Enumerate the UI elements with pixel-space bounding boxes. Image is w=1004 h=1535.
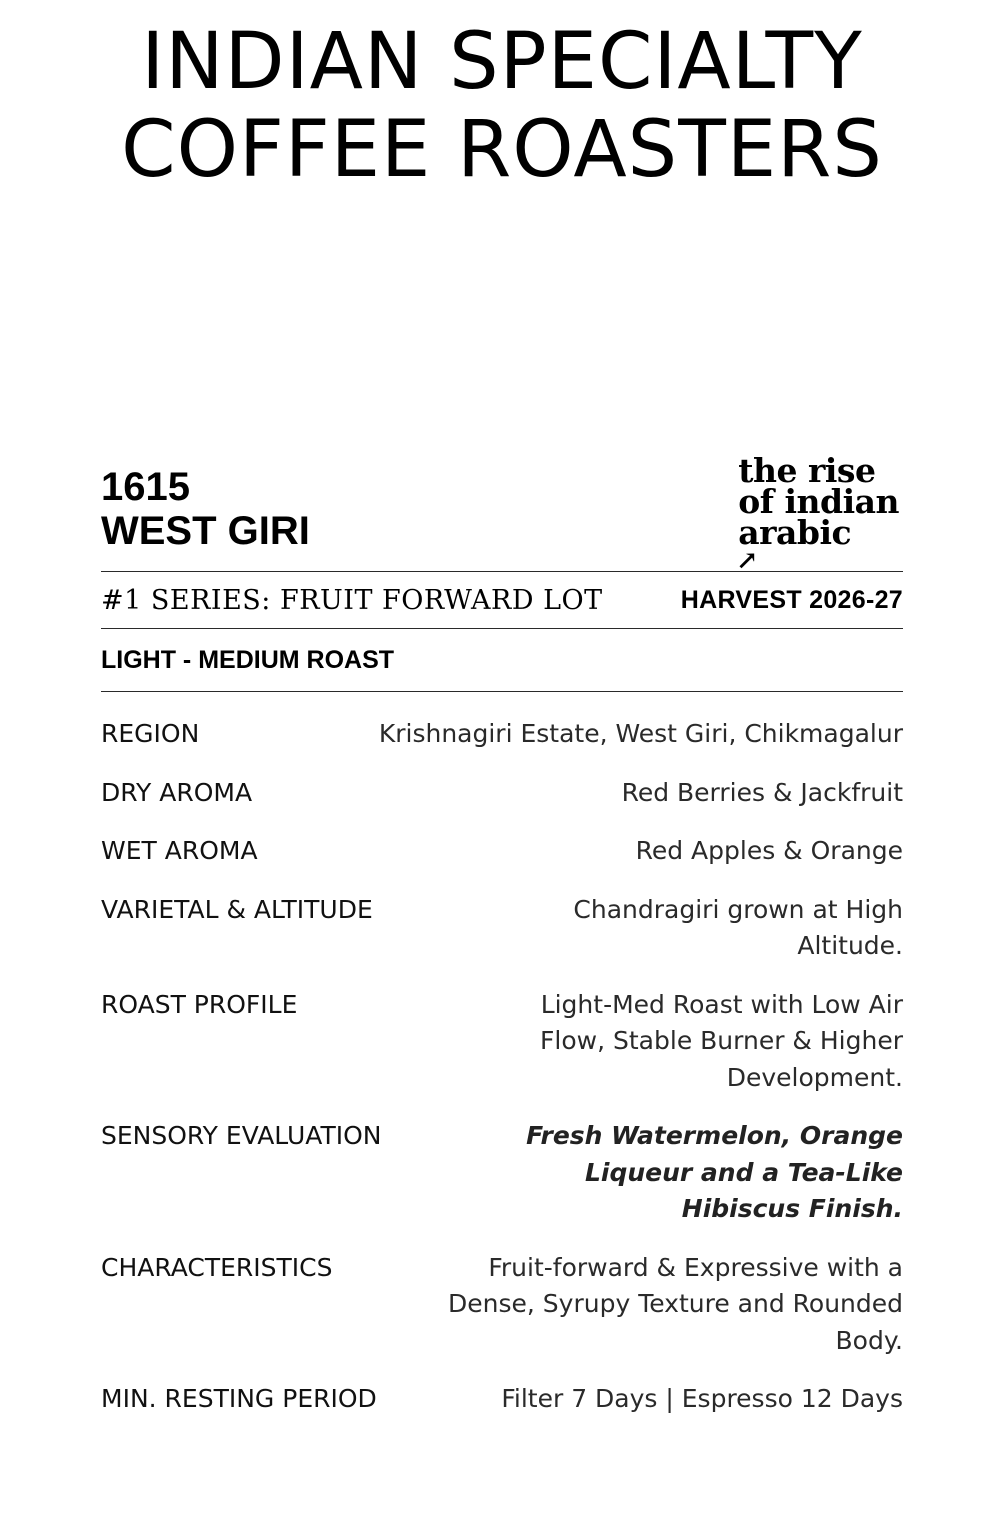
page-title — [0, 18, 1004, 194]
spec-label-characteristics: CHARACTERISTICS — [101, 1252, 333, 1282]
spec-value-dry-aroma: Red Berries & Jackfruit — [621, 777, 903, 807]
spec-label-varietal-altitude: VARIETAL & ALTITUDE — [101, 894, 373, 924]
divider-3 — [101, 691, 903, 692]
spec-row-region — [101, 716, 903, 753]
roast-row — [101, 629, 903, 691]
lot-number: 1615 — [101, 465, 190, 509]
series-row — [101, 572, 903, 628]
spec-value-roast-profile: Light-Med Roast with Low Air Flow, Stable Burner & Higher Development. — [540, 989, 903, 1092]
spec-label-roast-profile: ROAST PROFILE — [101, 989, 298, 1019]
lot-header — [101, 451, 903, 576]
brand-logo-line-3-text: arabic — [738, 513, 852, 552]
spec-label-wet-aroma: WET AROMA — [101, 836, 258, 865]
spec-label-resting-period: MIN. RESTING PERIOD — [101, 1384, 377, 1413]
spec-list — [101, 716, 903, 1418]
spec-value-wet-aroma: Red Apples & Orange — [635, 836, 903, 865]
spec-row-wet-aroma — [101, 833, 903, 870]
spec-row-resting-period — [101, 1381, 903, 1418]
spec-label-region: REGION — [101, 719, 200, 748]
brand-logo-line-1: the rise — [738, 451, 876, 490]
roast-level: LIGHT - MEDIUM ROAST — [101, 645, 395, 674]
spec-value-region: Krishnagiri Estate, West Giri, Chikmagalur — [378, 719, 903, 748]
brand-logo-line-2: of indian — [738, 482, 899, 521]
spec-row-sensory-evaluation — [101, 1118, 903, 1228]
brand-logo — [736, 451, 899, 576]
spec-value-varietal-altitude: Chandragiri grown at High Altitude. — [573, 894, 903, 960]
harvest-year: HARVEST 2026-27 — [680, 585, 903, 614]
north-east-arrow-icon: ↗ — [736, 546, 758, 576]
lot-title — [101, 465, 310, 553]
spec-row-dry-aroma — [101, 775, 903, 812]
coffee-label-card — [101, 451, 903, 1440]
brand-logo-line-3 — [736, 513, 899, 576]
page-title-line-2: COFFEE ROASTERS — [121, 105, 883, 195]
lot-name: WEST GIRI — [101, 509, 310, 553]
spec-label-sensory-evaluation: SENSORY EVALUATION — [101, 1121, 382, 1150]
spec-value-characteristics: Fruit-forward & Expressive with a Dense, Syrupy Texture and Rounded Body. — [448, 1252, 903, 1355]
spec-label-dry-aroma: DRY AROMA — [101, 777, 253, 807]
spec-row-roast-profile — [101, 987, 903, 1097]
spec-row-varietal-altitude — [101, 892, 903, 965]
series-name: #1 SERIES: FRUIT FORWARD LOT — [101, 584, 603, 616]
page-title-line-1: INDIAN SPECIALTY — [141, 17, 863, 107]
spec-value-sensory-evaluation: Fresh Watermelon, Orange Liqueur and a Tea-Like Hibiscus Finish. — [526, 1121, 903, 1223]
spec-value-resting-period: Filter 7 Days | Espresso 12 Days — [501, 1384, 903, 1413]
spec-row-characteristics — [101, 1250, 903, 1360]
